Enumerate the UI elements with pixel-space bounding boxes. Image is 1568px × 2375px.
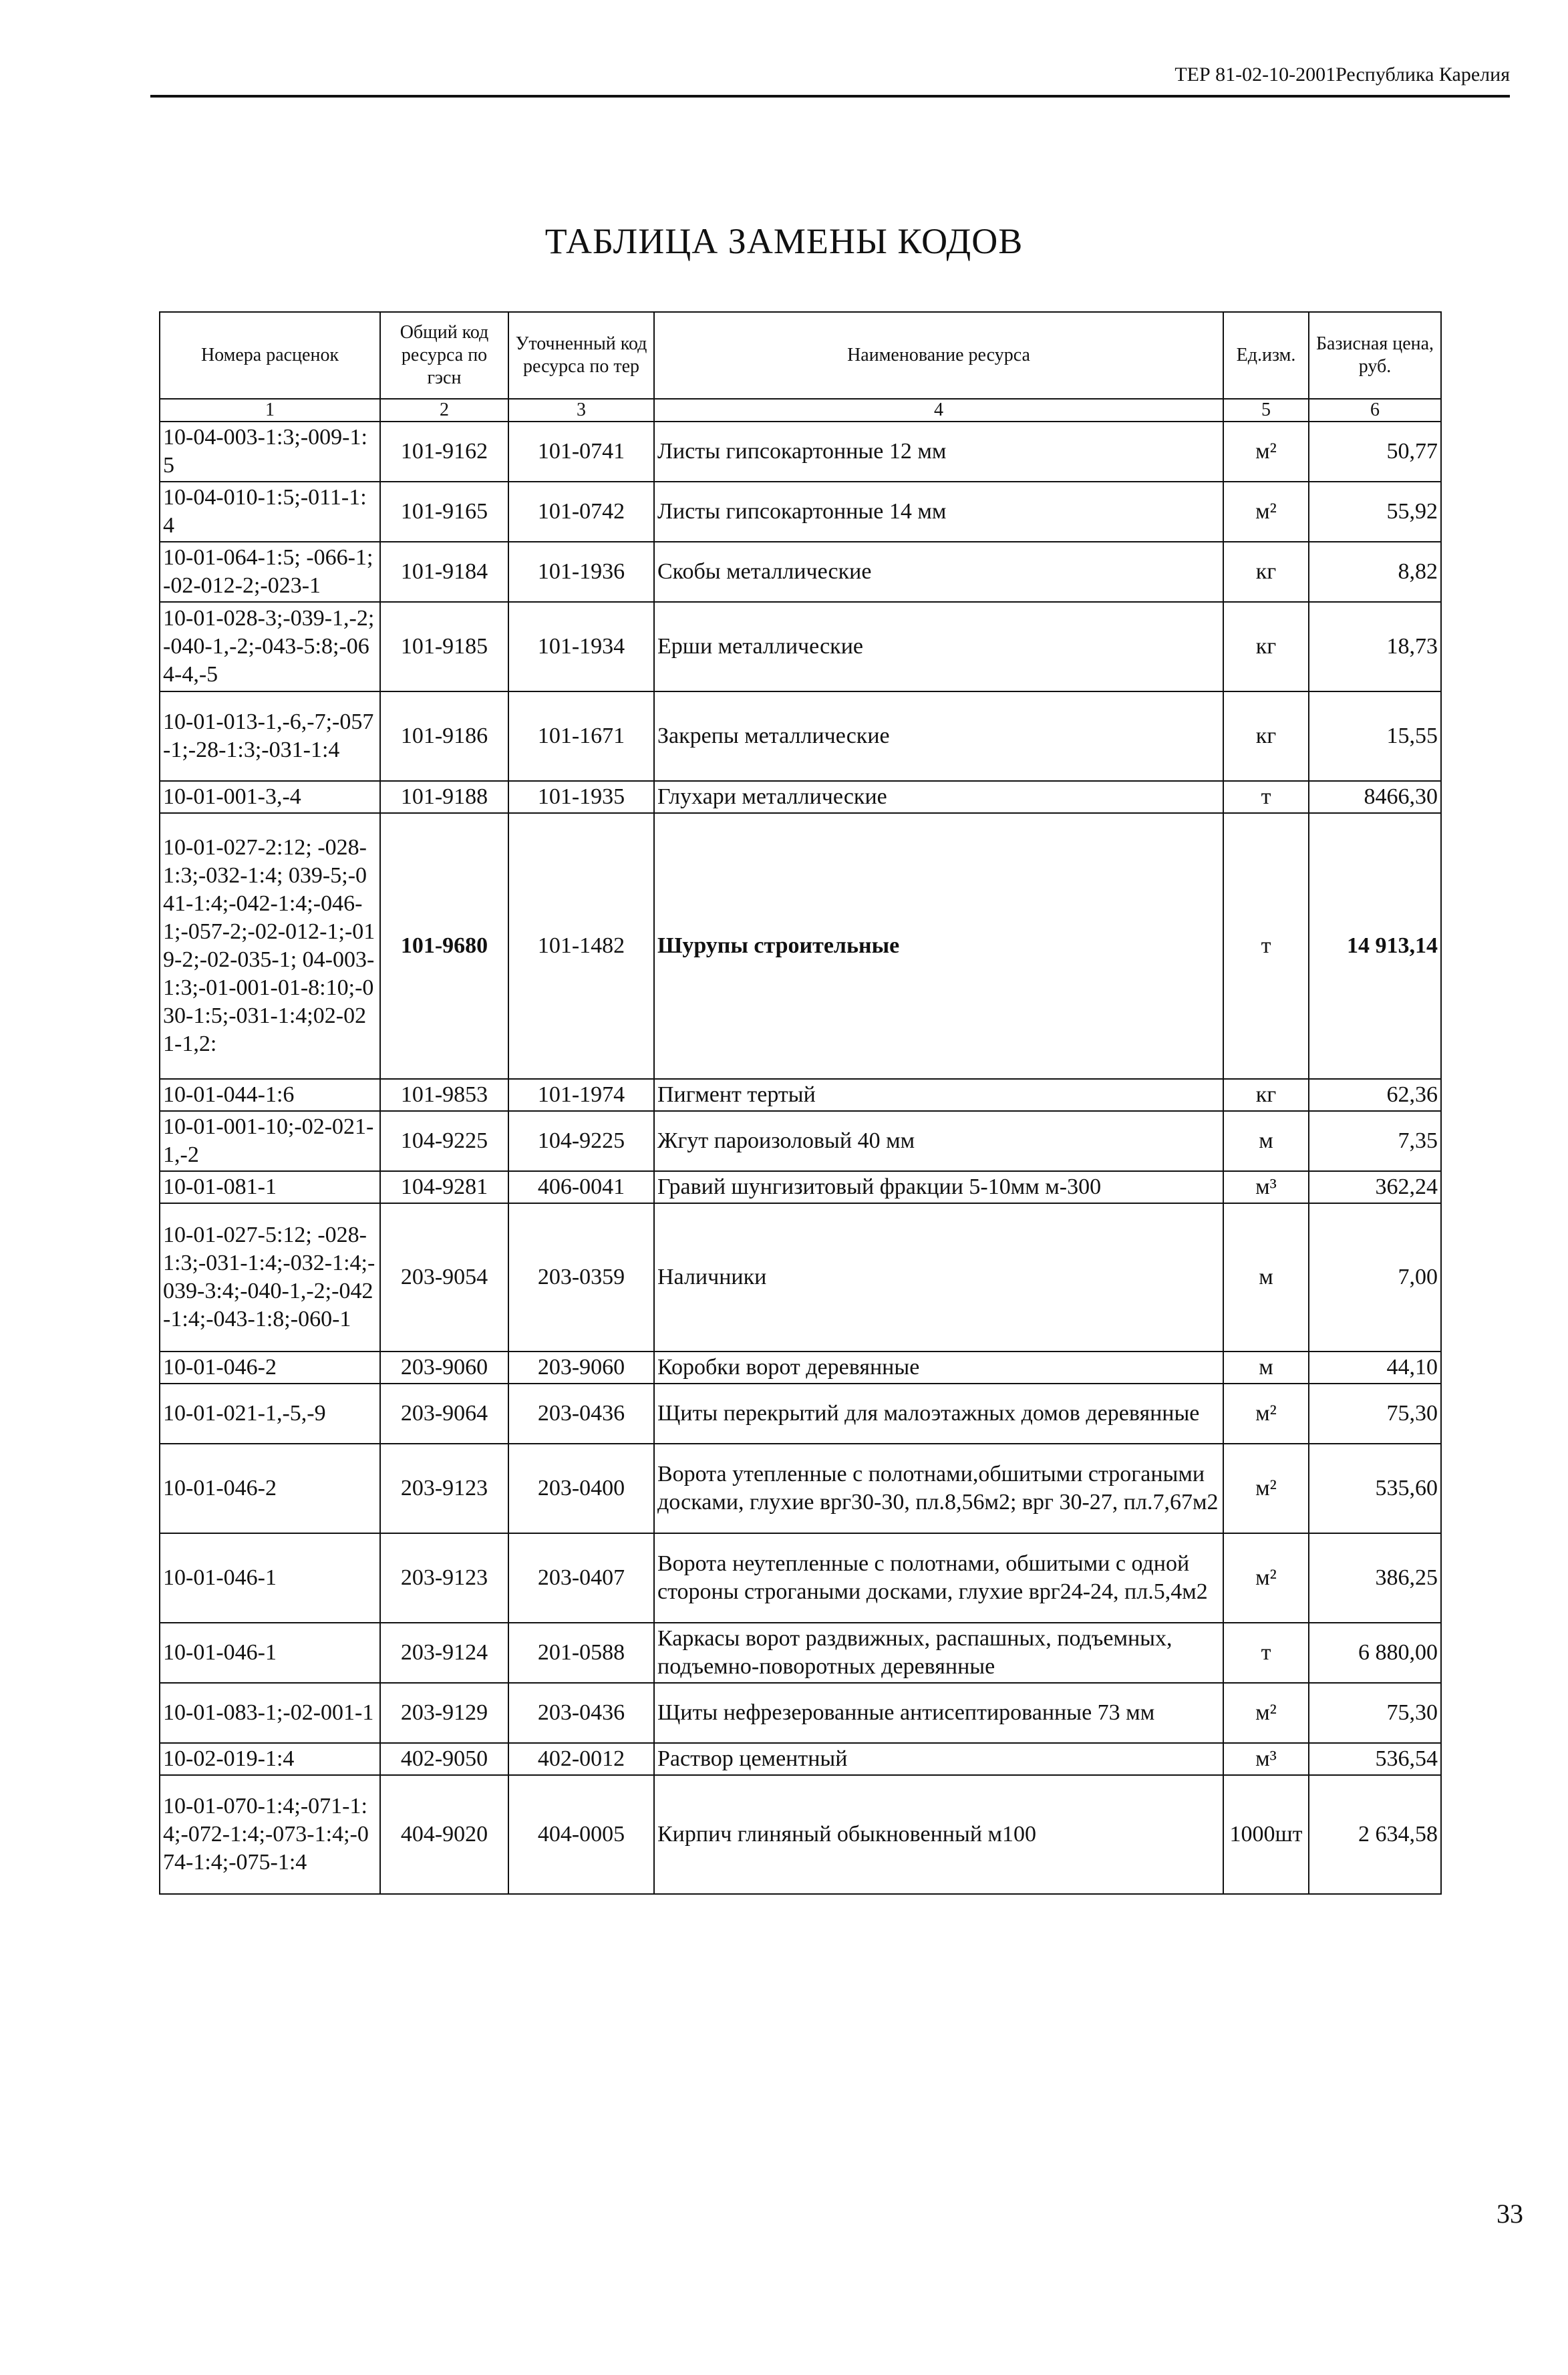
base-price-cell: 55,92 <box>1309 482 1441 542</box>
ter-code-cell: 101-1935 <box>508 781 654 813</box>
unit-cell: м² <box>1223 1444 1309 1533</box>
resource-codes-cell: 10-01-064-1:5; -066-1;-02-012-2;-023-1 <box>160 542 380 602</box>
base-price-cell: 8466,30 <box>1309 781 1441 813</box>
ter-code-cell: 101-0742 <box>508 482 654 542</box>
ter-code-cell: 101-1936 <box>508 542 654 602</box>
resource-name-cell: Наличники <box>654 1203 1223 1352</box>
ter-code-cell: 101-1671 <box>508 691 654 781</box>
gesn-code-cell: 104-9281 <box>380 1171 508 1203</box>
table-row <box>160 1444 1441 1533</box>
ter-code-cell: 404-0005 <box>508 1775 654 1894</box>
gesn-code-cell: 203-9054 <box>380 1203 508 1352</box>
base-price-cell: 50,77 <box>1309 422 1441 482</box>
resource-codes-cell: 10-01-001-3,-4 <box>160 781 380 813</box>
table-row <box>160 1533 1441 1623</box>
ter-code-cell: 101-1934 <box>508 602 654 691</box>
table-row <box>160 691 1441 781</box>
base-price-cell: 18,73 <box>1309 602 1441 691</box>
page-title: ТАБЛИЦА ЗАМЕНЫ КОДОВ <box>544 221 1024 261</box>
table-row <box>160 1743 1441 1775</box>
gesn-code-cell: 101-9165 <box>380 482 508 542</box>
unit-cell: м <box>1223 1111 1309 1171</box>
resource-name-cell: Закрепы металлические <box>654 691 1223 781</box>
gesn-code-cell: 101-9184 <box>380 542 508 602</box>
base-price-cell: 386,25 <box>1309 1533 1441 1623</box>
unit-cell: кг <box>1223 542 1309 602</box>
ter-code-cell: 104-9225 <box>508 1111 654 1171</box>
ter-code-cell: 406-0041 <box>508 1171 654 1203</box>
base-price-cell: 44,10 <box>1309 1352 1441 1384</box>
ter-code-cell: 201-0588 <box>508 1623 654 1683</box>
header-cell: Наименование ресурса <box>654 312 1223 399</box>
base-price-cell: 8,82 <box>1309 542 1441 602</box>
unit-cell: т <box>1223 781 1309 813</box>
header-cell: Базисная цена, руб. <box>1309 312 1441 399</box>
ter-code-cell: 203-0407 <box>508 1533 654 1623</box>
ter-code-cell: 203-0400 <box>508 1444 654 1533</box>
resource-name-cell: Ворота неутепленные с полотнами, обшитыми с одной стороны строгаными досками, глухие врг24-24, пл.5,4м2 <box>654 1533 1223 1623</box>
resource-name-cell: Гравий шунгизитовый фракции 5-10мм м-300 <box>654 1171 1223 1203</box>
header-cell: Уточненный код ресурса по тер <box>508 312 654 399</box>
column-number: 2 <box>380 399 508 422</box>
base-price-cell: 6 880,00 <box>1309 1623 1441 1683</box>
unit-cell: т <box>1223 813 1309 1079</box>
header-cell: Общий код ресурса по гэсн <box>380 312 508 399</box>
gesn-code-cell: 101-9186 <box>380 691 508 781</box>
table-row <box>160 602 1441 691</box>
resource-name-cell: Листы гипсокартонные 12 мм <box>654 422 1223 482</box>
unit-cell: м³ <box>1223 1171 1309 1203</box>
unit-cell: м² <box>1223 1683 1309 1743</box>
base-price-cell: 75,30 <box>1309 1683 1441 1743</box>
running-header-text: ТЕР 81-02-10-2001Республика Карелия <box>1174 63 1510 86</box>
ter-code-cell: 101-0741 <box>508 422 654 482</box>
running-header <box>150 61 1510 98</box>
column-number-row <box>160 399 1441 422</box>
resource-codes-cell: 10-01-001-10;-02-021-1,-2 <box>160 1111 380 1171</box>
code-replacement-table <box>159 311 1442 1895</box>
gesn-code-cell: 101-9185 <box>380 602 508 691</box>
base-price-cell: 62,36 <box>1309 1079 1441 1111</box>
unit-cell: м <box>1223 1352 1309 1384</box>
gesn-code-cell: 203-9123 <box>380 1533 508 1623</box>
resource-codes-cell: 10-01-021-1,-5,-9 <box>160 1384 380 1444</box>
table-row <box>160 813 1441 1079</box>
gesn-code-cell: 101-9188 <box>380 781 508 813</box>
base-price-cell: 7,35 <box>1309 1111 1441 1171</box>
resource-name-cell: Шурупы строительные <box>654 813 1223 1079</box>
table-row <box>160 1384 1441 1444</box>
gesn-code-cell: 101-9680 <box>380 813 508 1079</box>
resource-name-cell: Коробки ворот деревянные <box>654 1352 1223 1384</box>
gesn-code-cell: 402-9050 <box>380 1743 508 1775</box>
table-row <box>160 1079 1441 1111</box>
header-cell: Номера расценок <box>160 312 380 399</box>
resource-codes-cell: 10-01-028-3;-039-1,-2;-040-1,-2;-043-5:8;-064-4,-5 <box>160 602 380 691</box>
base-price-cell: 2 634,58 <box>1309 1775 1441 1894</box>
resource-codes-cell: 10-04-010-1:5;-011-1:4 <box>160 482 380 542</box>
base-price-cell: 15,55 <box>1309 691 1441 781</box>
unit-cell: т <box>1223 1623 1309 1683</box>
gesn-code-cell: 203-9060 <box>380 1352 508 1384</box>
base-price-cell: 7,00 <box>1309 1203 1441 1352</box>
gesn-code-cell: 104-9225 <box>380 1111 508 1171</box>
resource-codes-cell: 10-01-027-5:12; -028-1:3;-031-1:4;-032-1:4;-039-3:4;-040-1,-2;-042-1:4;-043-1:8;-060-1 <box>160 1203 380 1352</box>
table-row <box>160 1352 1441 1384</box>
ter-code-cell: 203-0436 <box>508 1683 654 1743</box>
resource-name-cell: Каркасы ворот раздвижных, распашных, подъемных, подъемно-поворотных деревянные <box>654 1623 1223 1683</box>
gesn-code-cell: 101-9162 <box>380 422 508 482</box>
resource-codes-cell: 10-01-046-1 <box>160 1533 380 1623</box>
gesn-code-cell: 203-9123 <box>380 1444 508 1533</box>
column-number: 5 <box>1223 399 1309 422</box>
resource-codes-cell: 10-01-013-1,-6,-7;-057-1;-28-1:3;-031-1:4 <box>160 691 380 781</box>
ter-code-cell: 203-0359 <box>508 1203 654 1352</box>
unit-cell: 1000шт <box>1223 1775 1309 1894</box>
resource-name-cell: Пигмент тертый <box>654 1079 1223 1111</box>
table-row <box>160 1111 1441 1171</box>
resource-codes-cell: 10-01-081-1 <box>160 1171 380 1203</box>
resource-name-cell: Кирпич глиняный обыкновенный м100 <box>654 1775 1223 1894</box>
ter-code-cell: 203-9060 <box>508 1352 654 1384</box>
table-row <box>160 1203 1441 1352</box>
header-cell: Ед.изм. <box>1223 312 1309 399</box>
resource-name-cell: Листы гипсокартонные 14 мм <box>654 482 1223 542</box>
unit-cell: м² <box>1223 1533 1309 1623</box>
ter-code-cell: 203-0436 <box>508 1384 654 1444</box>
base-price-cell: 535,60 <box>1309 1444 1441 1533</box>
header-row <box>160 312 1441 399</box>
resource-codes-cell: 10-04-003-1:3;-009-1:5 <box>160 422 380 482</box>
base-price-cell: 536,54 <box>1309 1743 1441 1775</box>
gesn-code-cell: 101-9853 <box>380 1079 508 1111</box>
table-row <box>160 781 1441 813</box>
gesn-code-cell: 404-9020 <box>380 1775 508 1894</box>
page-number: 33 <box>1497 2199 1523 2229</box>
base-price-cell: 75,30 <box>1309 1384 1441 1444</box>
table-row <box>160 1623 1441 1683</box>
unit-cell: м² <box>1223 422 1309 482</box>
resource-name-cell: Жгут пароизоловый 40 мм <box>654 1111 1223 1171</box>
gesn-code-cell: 203-9124 <box>380 1623 508 1683</box>
column-number: 3 <box>508 399 654 422</box>
column-number: 4 <box>654 399 1223 422</box>
ter-code-cell: 101-1482 <box>508 813 654 1079</box>
resource-name-cell: Ворота утепленные с полотнами,обшитыми строгаными досками, глухие врг30-30, пл.8,56м2; врг 30-27, пл.7,67м2 <box>654 1444 1223 1533</box>
table-row <box>160 1775 1441 1894</box>
table-row <box>160 482 1441 542</box>
unit-cell: кг <box>1223 1079 1309 1111</box>
unit-cell: м³ <box>1223 1743 1309 1775</box>
column-number: 6 <box>1309 399 1441 422</box>
resource-codes-cell: 10-01-027-2:12; -028-1:3;-032-1:4; 039-5;-041-1:4;-042-1:4;-046-1;-057-2;-02-012-1;-019-2;-02-035-1; 04-003-1:3;-01-001-01-8:10;-030-1:5;-031-1:4;02-021-1,2: <box>160 813 380 1079</box>
base-price-cell: 14 913,14 <box>1309 813 1441 1079</box>
base-price-cell: 362,24 <box>1309 1171 1441 1203</box>
ter-code-cell: 101-1974 <box>508 1079 654 1111</box>
table-row <box>160 542 1441 602</box>
resource-codes-cell: 10-01-046-2 <box>160 1444 380 1533</box>
resource-codes-cell: 10-01-046-2 <box>160 1352 380 1384</box>
resource-name-cell: Раствор цементный <box>654 1743 1223 1775</box>
unit-cell: м² <box>1223 482 1309 542</box>
resource-name-cell: Ерши металлические <box>654 602 1223 691</box>
table-row <box>160 1683 1441 1743</box>
resource-name-cell: Глухари металлические <box>654 781 1223 813</box>
unit-cell: кг <box>1223 602 1309 691</box>
unit-cell: кг <box>1223 691 1309 781</box>
resource-name-cell: Скобы металлические <box>654 542 1223 602</box>
column-number: 1 <box>160 399 380 422</box>
gesn-code-cell: 203-9129 <box>380 1683 508 1743</box>
resource-codes-cell: 10-01-083-1;-02-001-1 <box>160 1683 380 1743</box>
table-row <box>160 1171 1441 1203</box>
resource-name-cell: Щиты нефрезерованные антисептированные 73 мм <box>654 1683 1223 1743</box>
resource-codes-cell: 10-01-070-1:4;-071-1:4;-072-1:4;-073-1:4;-074-1:4;-075-1:4 <box>160 1775 380 1894</box>
ter-code-cell: 402-0012 <box>508 1743 654 1775</box>
resource-codes-cell: 10-01-046-1 <box>160 1623 380 1683</box>
resource-codes-cell: 10-02-019-1:4 <box>160 1743 380 1775</box>
table-row <box>160 422 1441 482</box>
resource-name-cell: Щиты перекрытий для малоэтажных домов деревянные <box>654 1384 1223 1444</box>
unit-cell: м² <box>1223 1384 1309 1444</box>
unit-cell: м <box>1223 1203 1309 1352</box>
gesn-code-cell: 203-9064 <box>380 1384 508 1444</box>
resource-codes-cell: 10-01-044-1:6 <box>160 1079 380 1111</box>
